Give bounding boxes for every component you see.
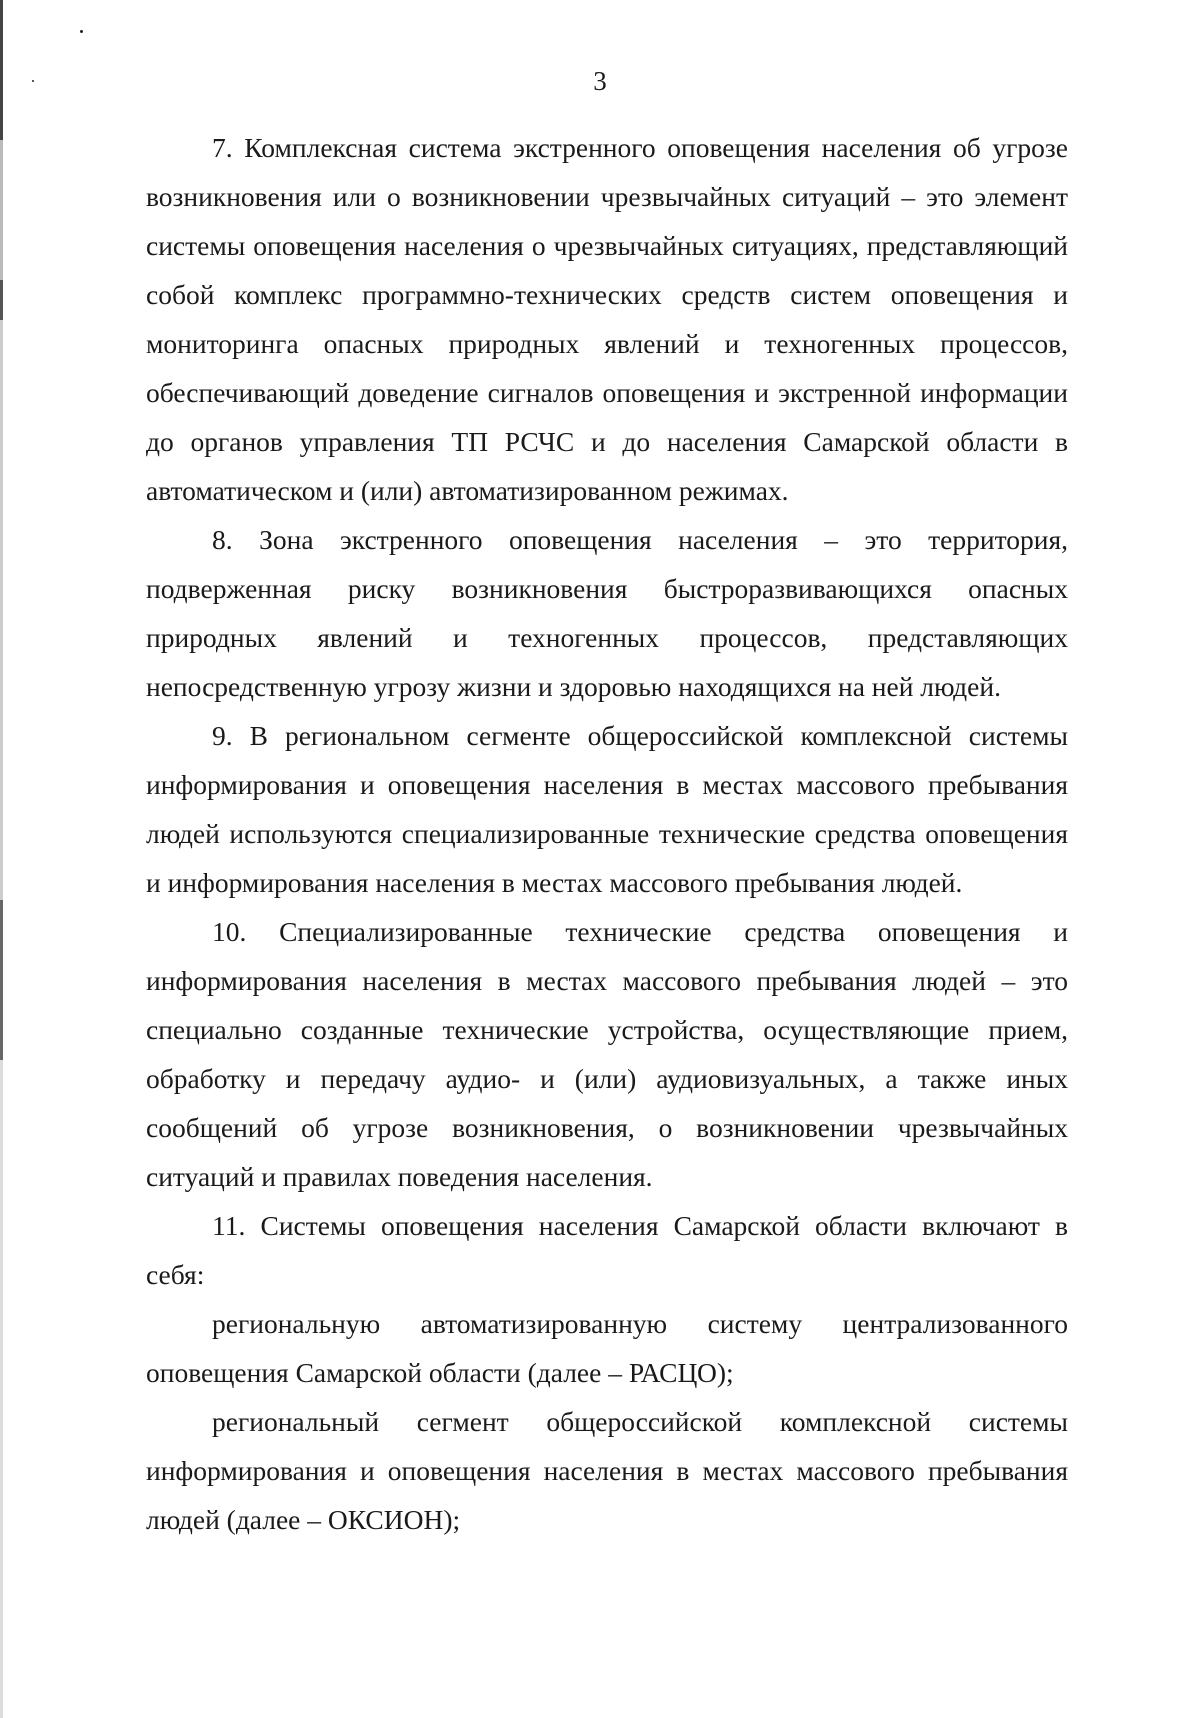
- page-number: 3: [593, 66, 607, 96]
- paragraph-9: 9. В региональном сегменте общероссийской комплексной системы информирования и оповещения населения в местах массового пребывания людей используются специализированные технические средства оповещения и информирования населения в местах массового пребывания людей.: [146, 720, 1068, 898]
- document-body: [146, 123, 1068, 1544]
- scan-speck: [80, 30, 83, 33]
- list-item-rasco: региональную автоматизированную систему централизованного оповещения Самарской области (далее – РАСЦО);: [146, 1308, 1068, 1388]
- paragraph-10: 10. Специализированные технические средства оповещения и информирования населения в местах массового пребывания людей – это специально созданные технические устройства, осуществляющие прием, обработку и передачу аудио- и (или) аудиовизуальных, а также иных сообщений об угрозе возникновения, о возникновении чрезвычайных ситуаций и правилах поведения населения.: [146, 916, 1068, 1192]
- scan-edge-artifact: [0, 0, 3, 1718]
- paragraph-7: 7. Комплексная система экстренного оповещения населения об угрозе возникновения или о возникновении чрезвычайных ситуаций – это элемент системы оповещения населения о чрезвычайных ситуациях, представляющий собой комплекс программно-технических средств систем оповещения и мониторинга опасных природных явлений и техногенных процессов, обеспечивающий доведение сигналов оповещения и экстренной информации до органов управления ТП РСЧС и до населения Самарской области в автоматическом и (или) автоматизированном режимах.: [146, 132, 1068, 506]
- paragraph-8: 8. Зона экстренного оповещения населения – это территория, подверженная риску возникновения быстроразвивающихся опасных природных явлений и техногенных процессов, представляющих непосредственную угрозу жизни и здоровью находящихся на ней людей.: [146, 524, 1068, 702]
- paragraph-11: 11. Системы оповещения населения Самарской области включают в себя:: [146, 1210, 1068, 1290]
- list-item-oksion: региональный сегмент общероссийской комплексной системы информирования и оповещения населения в местах массового пребывания людей (далее – ОКСИОН);: [146, 1406, 1068, 1535]
